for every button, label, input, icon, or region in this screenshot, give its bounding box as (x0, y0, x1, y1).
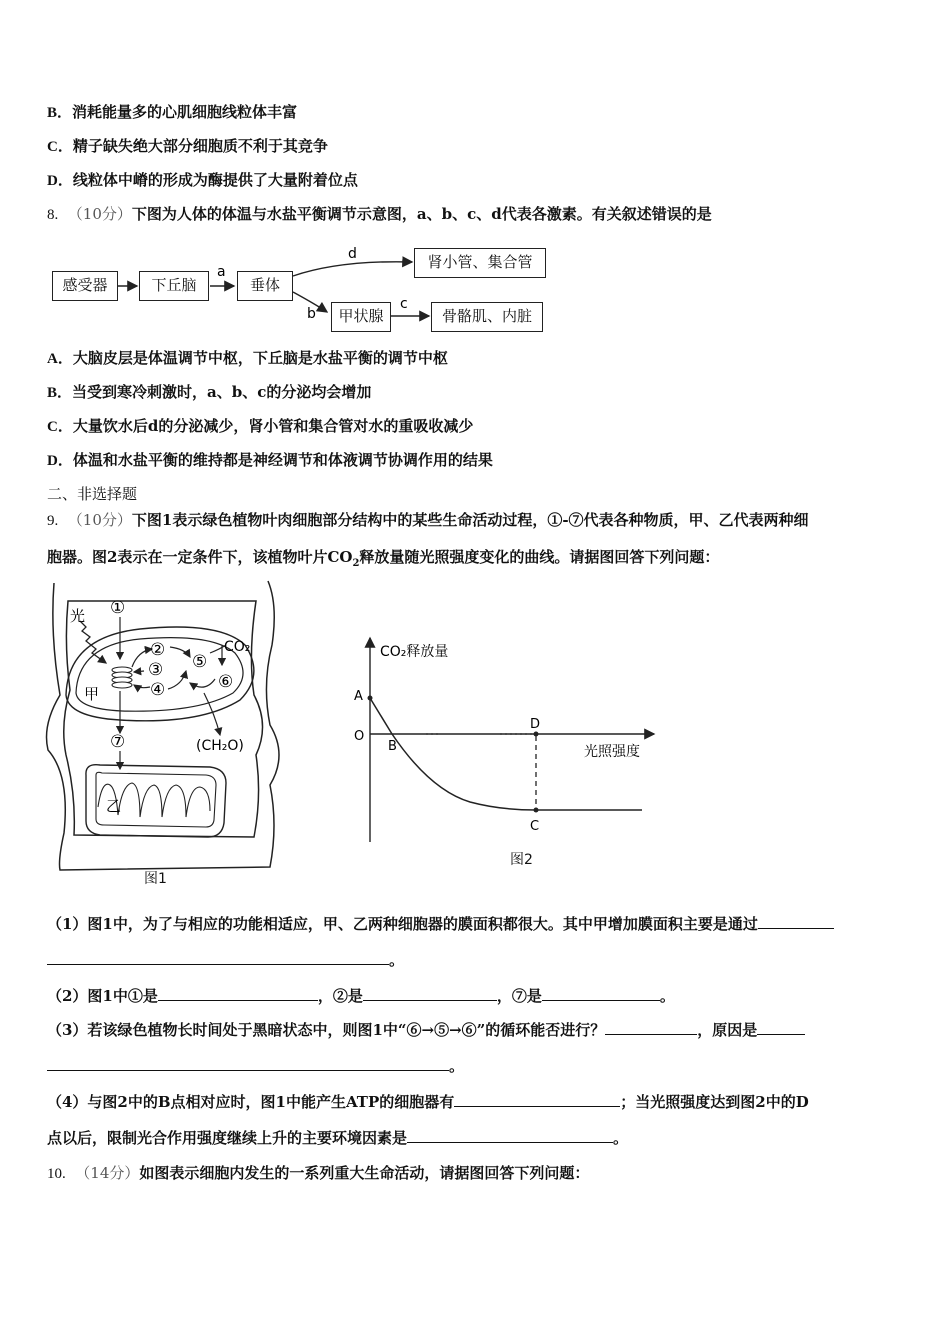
q8-option-c: C．大量饮水后d的分泌减少，肾小管和集合管对水的重吸收减少 (47, 417, 474, 435)
q9-stem-line2: 胞器。图2表示在一定条件下，该植物叶片$CO_2$释放量随光照强度变化的曲线。请据图回答下列问题： (47, 548, 720, 569)
figure-1-caption: 图1 (144, 871, 167, 887)
q7-option-c: C．精子缺失绝大部分细胞质不利于其竞争 (47, 137, 328, 155)
answer-blank[interactable] (407, 1128, 613, 1143)
point-d: D (530, 717, 541, 732)
q9-sub4: （4）与图2中的B点相对应时，图1中能产生ATP的细胞器有 ；当光照强度达到图2中的D (47, 1093, 809, 1111)
figure-2-graph (340, 630, 660, 850)
arrow-label-a: a (217, 264, 226, 280)
arrow-label-b: b (307, 306, 316, 322)
marker-7: ⑦ (110, 732, 126, 752)
q8-option-b: B．当受到寒冷刺激时，a、b、c的分泌均会增加 (47, 383, 372, 401)
answer-blank[interactable] (158, 986, 318, 1001)
answer-blank[interactable] (363, 986, 497, 1001)
q10-stem: 10. （14分）如图表示细胞内发生的一系列重大生命活动，请据图回答下列问题： (47, 1164, 590, 1182)
organelle-yi-label: 乙 (106, 797, 122, 815)
box-muscle-viscera: 骨骼肌、内脏 (431, 302, 543, 332)
marker-6: ⑥ (218, 672, 234, 692)
marker-3: ③ (148, 660, 164, 680)
answer-blank[interactable] (605, 1020, 697, 1035)
ch2o-label: (CH₂O) (196, 738, 244, 754)
box-thyroid: 甲状腺 (331, 302, 391, 332)
q9-sub2: （2）图1中①是 ，②是 ，⑦是 。 (47, 987, 675, 1005)
answer-blank[interactable] (758, 914, 834, 929)
arrow-label-c: c (400, 296, 408, 312)
arrow-label-d: d (348, 246, 357, 262)
box-pituitary: 垂体 (237, 271, 293, 301)
q9-sub1-cont: 。 (47, 950, 404, 970)
q9-stem-line1: 9. （10分）下图1表示绿色植物叶肉细胞部分结构中的某些生命活动过程，①-⑦代表各种物质，甲、乙代表两种细 (47, 511, 809, 529)
box-kidney-tubules: 肾小管、集合管 (414, 248, 546, 278)
figure-1-cell (40, 575, 290, 885)
x-axis-label: 光照强度 (584, 744, 640, 760)
point-o: O (354, 729, 365, 744)
q7-option-d: D．线粒体中嵴的形成为酶提供了大量附着位点 (47, 171, 358, 189)
box-hypothalamus: 下丘脑 (139, 271, 209, 301)
figure-2-caption: 图2 (510, 852, 533, 868)
light-label: 光 (70, 607, 86, 625)
q9-sub3-cont: 。 (47, 1056, 464, 1076)
section-heading: 二、非选择题 (47, 485, 138, 503)
q9-sub3: （3）若该绿色植物长时间处于黑暗状态中，则图1中“⑥→⑤→⑥”的循环能否进行？ ，原因是 (47, 1020, 805, 1040)
organelle-jia-label: 甲 (84, 685, 100, 703)
q9-sub4-cont: 点以后，限制光合作用强度继续上升的主要环境因素是 。 (47, 1129, 629, 1147)
point-a: A (354, 689, 363, 704)
point-c: C (530, 819, 540, 834)
marker-2: ② (150, 640, 166, 660)
point-b: B (388, 739, 397, 754)
marker-1: ① (110, 598, 126, 618)
answer-blank[interactable] (542, 986, 660, 1001)
q8-option-a: A．大脑皮层是体温调节中枢，下丘脑是水盐平衡的调节中枢 (47, 349, 448, 367)
marker-4: ④ (150, 680, 166, 700)
q7-option-b: B．消耗能量多的心肌细胞线粒体丰富 (47, 103, 298, 121)
co2-label: CO₂ (224, 639, 251, 655)
answer-blank[interactable] (47, 1056, 449, 1071)
q9-sub1: （1）图1中，为了与相应的功能相适应，甲、乙两种细胞器的膜面积都很大。其中甲增加膜面积主要是通过 (47, 914, 834, 934)
marker-5: ⑤ (192, 652, 208, 672)
answer-blank[interactable] (757, 1020, 805, 1035)
y-axis-label: CO₂释放量 (380, 644, 449, 660)
box-receptor: 感受器 (52, 271, 118, 301)
q8-option-d: D．体温和水盐平衡的维持都是神经调节和体液调节协调作用的结果 (47, 451, 493, 469)
answer-blank[interactable] (47, 950, 389, 965)
q8-stem: 8. （10分）下图为人体的体温与水盐平衡调节示意图，a、b、c、d代表各激素。有关叙述错误的是 (47, 205, 712, 223)
answer-blank[interactable] (454, 1092, 620, 1107)
